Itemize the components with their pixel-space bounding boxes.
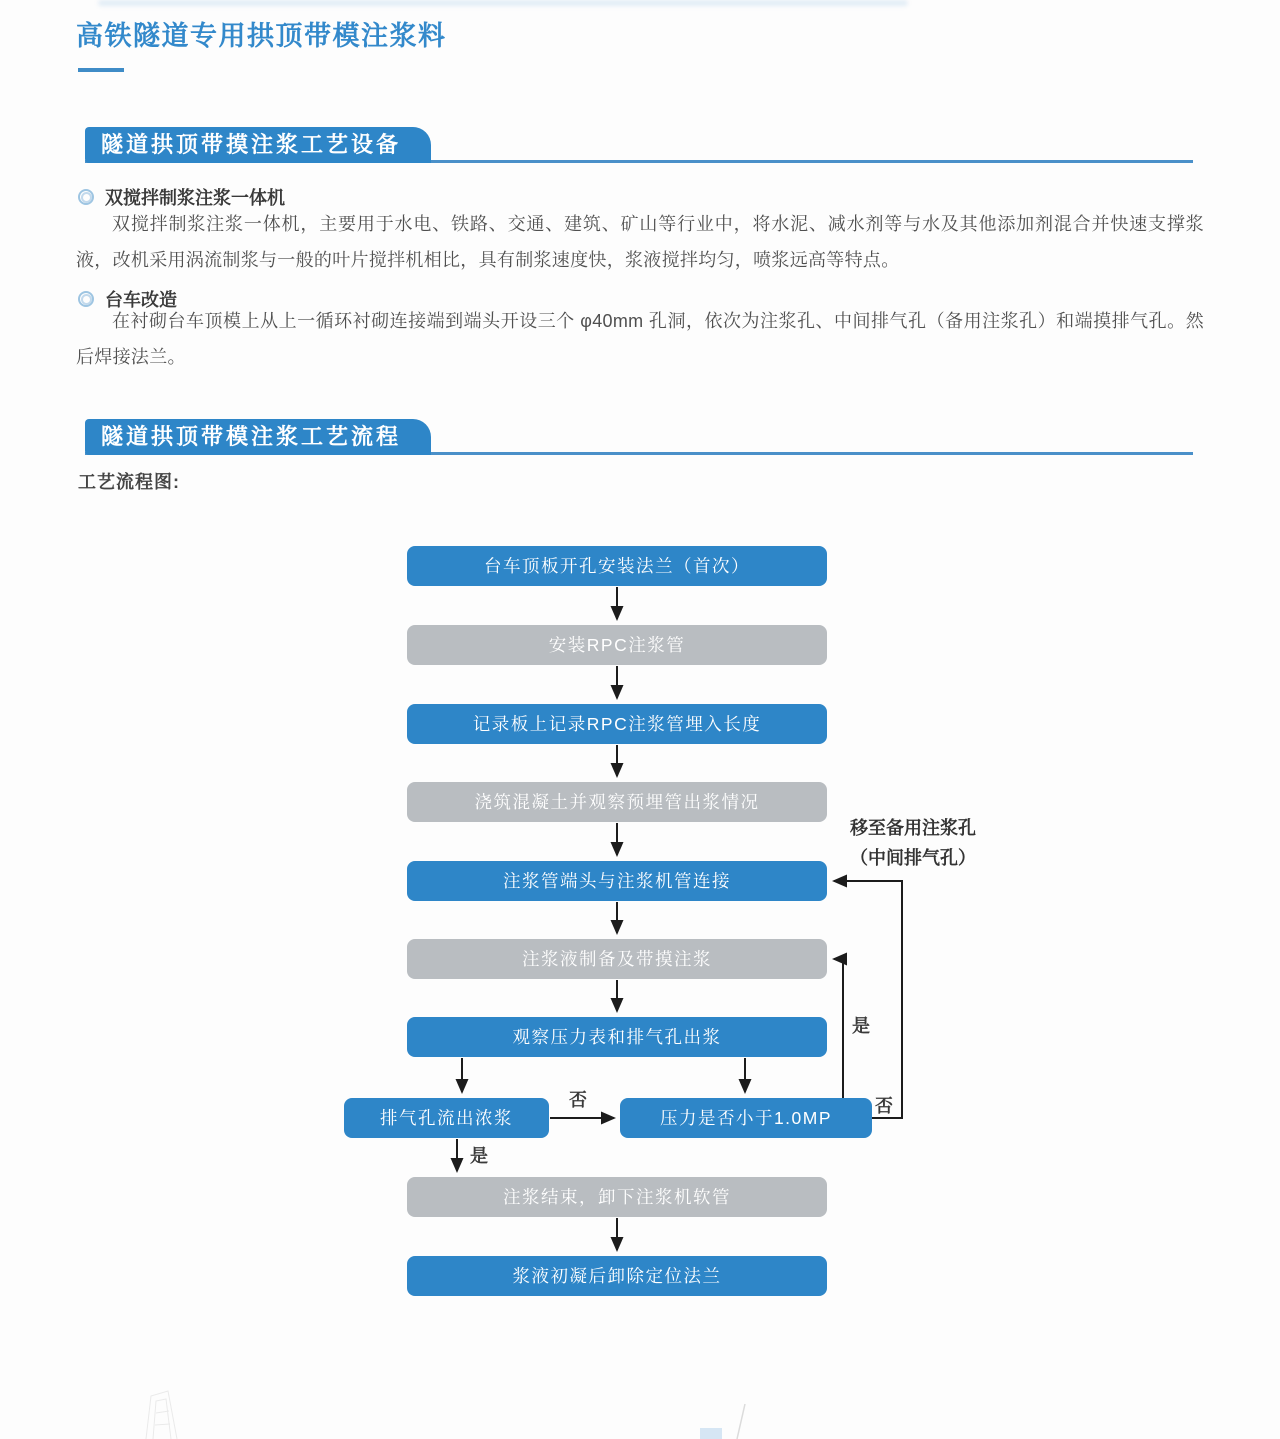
flow-node-install-rpc-pipe: 安装RPC注浆管 <box>407 625 827 665</box>
cropped-content-remnant <box>98 0 908 6</box>
section-header-tab: 隧道拱顶带摸注浆工艺设备 <box>85 127 431 163</box>
title-underline <box>78 68 124 72</box>
flow-node-remove-flange: 浆液初凝后卸除定位法兰 <box>407 1256 827 1296</box>
flow-node-drill-install-flange: 台车顶板开孔安装法兰（首次） <box>407 546 827 586</box>
paragraph-mixer: 双搅拌制浆注浆一体机，主要用于水电、铁路、交通、建筑、矿山等行业中，将水泥、减水剂等与水及其他添加剂混合并快速支撑浆液，改机采用涡流制浆与一般的叶片搅拌机相比，具有制浆速度快，浆液搅拌均匀，喷浆远高等特点。 <box>76 214 1204 270</box>
flow-node-observe-pressure: 观察压力表和排气孔出浆 <box>407 1017 827 1057</box>
loop-label-yes: 是 <box>852 1016 870 1036</box>
section-header-equipment <box>85 127 1195 164</box>
flow-node-prepare-grout: 注浆液制备及带摸注浆 <box>407 939 827 979</box>
bullet-label: 台车改造 <box>105 290 177 310</box>
flow-node-connect-pipe: 注浆管端头与注浆机管连接 <box>407 861 827 901</box>
building-sketch-watermark <box>146 1391 177 1439</box>
branch-label-no: 否 <box>569 1090 587 1110</box>
page-title: 高铁隧道专用拱顶带模注浆料 <box>76 21 447 51</box>
flow-node-pour-concrete: 浇筑混凝土并观察预埋管出浆情况 <box>407 782 827 822</box>
section-header-process <box>85 419 1195 456</box>
flowchart-caption: 工艺流程图: <box>78 472 180 492</box>
flow-node-record-length: 记录板上记录RPC注浆管埋入长度 <box>407 704 827 744</box>
branch-label-yes: 是 <box>470 1146 488 1166</box>
flow-node-grouting-end: 注浆结束，卸下注浆机软管 <box>407 1177 827 1217</box>
loop-annotation-line1: 移至备用注浆孔 <box>850 818 976 838</box>
flow-node-vent-thick-grout: 排气孔流出浓浆 <box>344 1098 549 1138</box>
paragraph-trolley: 在衬砌台车顶模上从上一循环衬砌连接端到端头开设三个 φ40mm 孔洞，依次为注浆孔、中间排气孔（备用注浆孔）和端摸排气孔。然后焊接法兰。 <box>76 311 1204 367</box>
bullet-label: 双搅拌制浆注浆一体机 <box>105 188 285 208</box>
flow-node-pressure-check: 压力是否小于1.0MP <box>620 1098 872 1138</box>
loop-label-no: 否 <box>875 1096 893 1116</box>
ring-bullet-icon <box>78 189 94 205</box>
section-header-tab: 隧道拱顶带模注浆工艺流程 <box>85 419 431 455</box>
loop-annotation-line2: （中间排气孔） <box>850 848 976 868</box>
